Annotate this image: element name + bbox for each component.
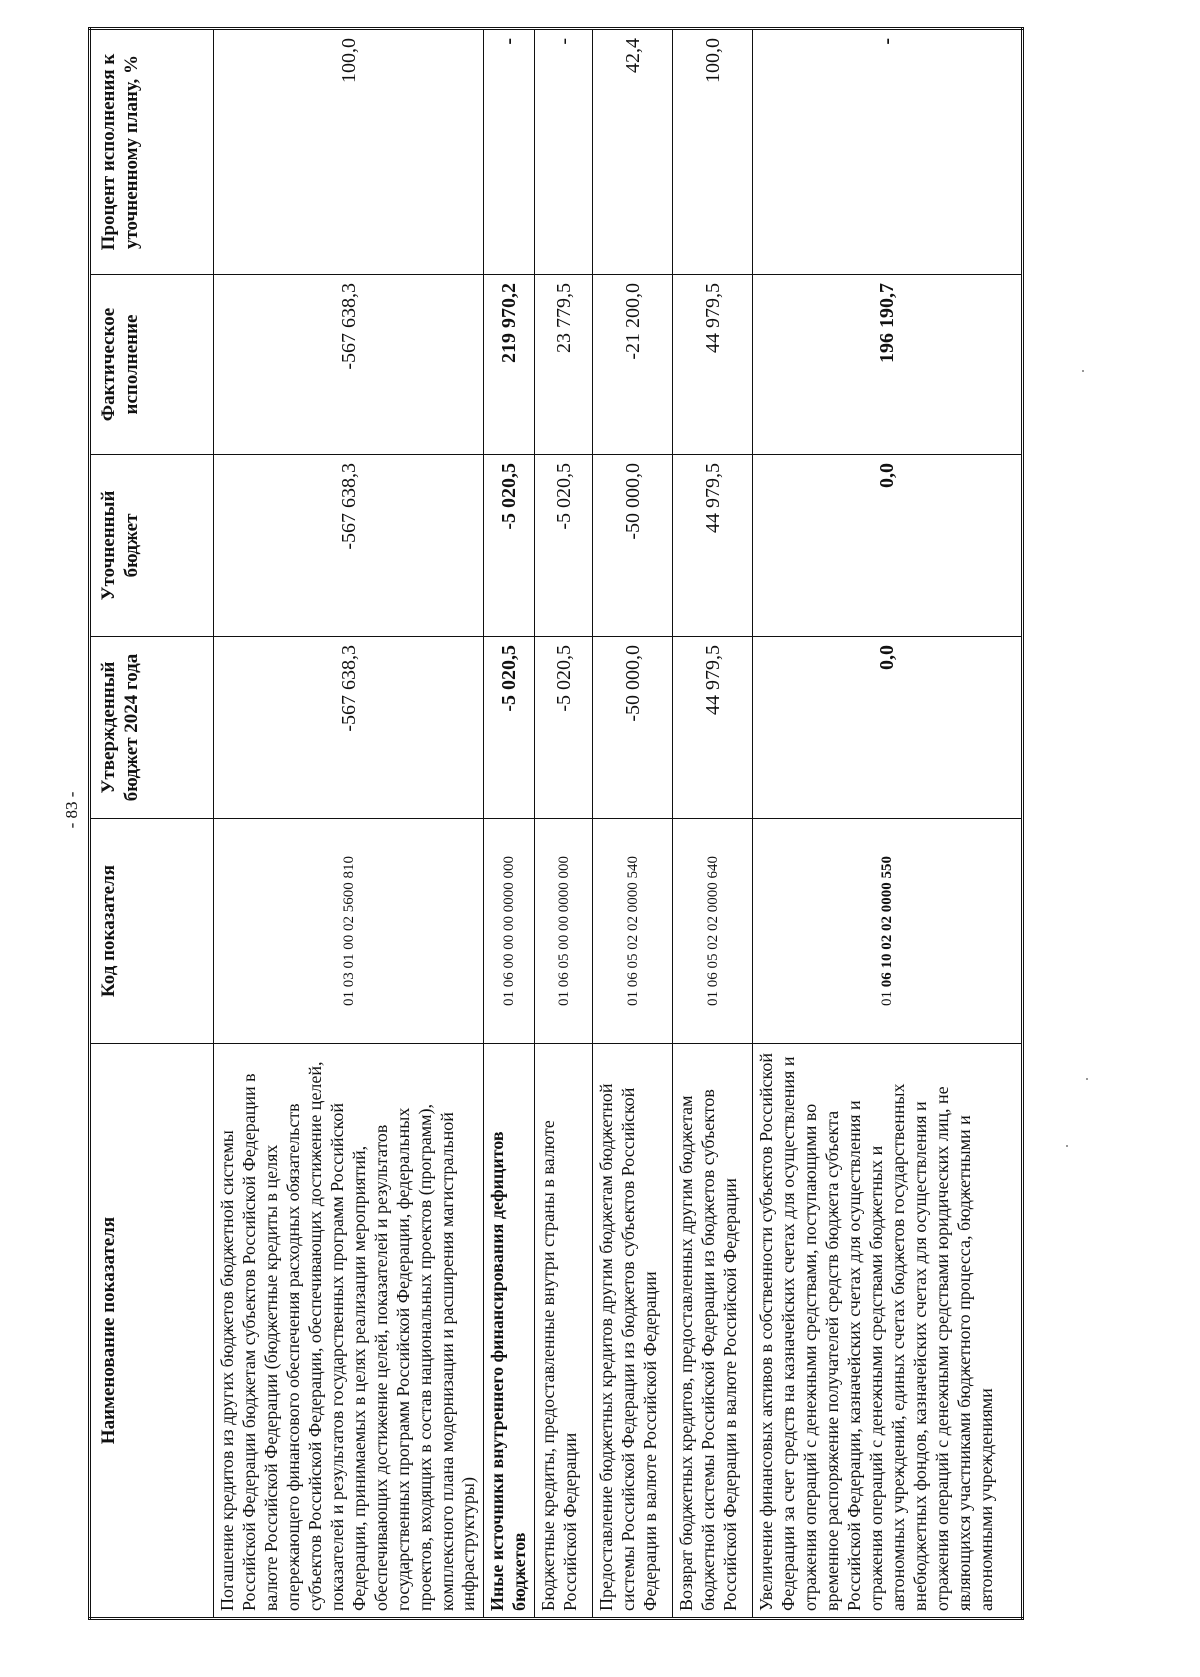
row-refined: 0,0 [753, 455, 1023, 637]
header-code: Код показателя [90, 819, 214, 1044]
header-percent: Процент исполнения к уточненному плану, % [90, 29, 214, 275]
row-code: 01 06 00 00 00 0000 000 [484, 819, 535, 1044]
header-approved: Утвержденный бюджет 2024 года [90, 637, 214, 819]
row-approved: 0,0 [753, 637, 1023, 819]
row-code-prefix: 01 [879, 987, 896, 1006]
page-number: - 83 - [62, 791, 81, 829]
budget-sources-table [88, 27, 1024, 1620]
row-percent: - [535, 29, 593, 275]
row-code: 01 03 01 00 02 5600 810 [214, 819, 484, 1044]
row-approved: -5 020,5 [484, 637, 535, 819]
header-refined: Уточненный бюджет [90, 455, 214, 637]
header-name: Наименование показателя [90, 1044, 214, 1619]
row-name: Иные источники внутреннего финансирования дефицитов бюджетов [484, 1044, 535, 1619]
row-name: Бюджетные кредиты, предоставленные внутри страны в валюте Российской Федерации [535, 1044, 593, 1619]
row-refined: -5 020,5 [535, 455, 593, 637]
row-name: Увеличение финансовых активов в собственности субъектов Российской Федерации за счет средств на казначейских счетах для осуществления и отражения операций с денежными средствами, поступающими во временное распоряжение получателей средств бюджета субъекта Российской Федерации, казначейских счетах для осуществления и отражения операций с денежными средствами бюджетных и автономных учреждений, единых счетах бюджетов государственных внебюджетных фондов, казначейских счетах для осуществления и отражения операций с денежными средствами юридических лиц, не являющихся участниками бюджетного процесса, бюджетными и автономными учреждениями [753, 1044, 1023, 1619]
row-refined: 44 979,5 [673, 455, 753, 637]
row-actual: -567 638,3 [214, 275, 484, 455]
table-row [484, 29, 535, 1619]
table-row [593, 29, 673, 1619]
row-approved: -567 638,3 [214, 637, 484, 819]
row-name: Предоставление бюджетных кредитов другим бюджетам бюджетной системы Российской Федерации из бюджетов субъектов Российской Федерации в валюте Российской Федерации [593, 1044, 673, 1619]
row-actual: 219 970,2 [484, 275, 535, 455]
row-refined: -567 638,3 [214, 455, 484, 637]
scan-speck [1086, 1078, 1088, 1080]
table-row [673, 29, 753, 1619]
row-actual: 44 979,5 [673, 275, 753, 455]
table-header-row [90, 29, 214, 1619]
row-name: Погашение кредитов из других бюджетов бюджетной системы Российской Федерации бюджетам субъектов Российской Федерации в валюте Российской Федерации (бюджетные кредиты в целях опережающего финансового обеспечения расходных обязательств субъектов Российской Федерации, обеспечивающих достижение целей, показателей и результатов государственных программ Российской Федерации, принимаемых в целях реализации мероприятий, обеспечивающих достижение целей, показателей и результатов государственных программ Российской Федерации, федеральных проектов, входящих в состав национальных проектов (программ), комплексного плана модернизации и расширения магистральной инфраструктуры) [214, 1044, 484, 1619]
row-percent: - [484, 29, 535, 275]
row-approved: 44 979,5 [673, 637, 753, 819]
rotated-document-page [60, 30, 1060, 1620]
row-code-bold: 06 10 02 02 0000 550 [879, 856, 896, 988]
row-percent: 100,0 [214, 29, 484, 275]
row-percent: - [753, 29, 1023, 275]
row-code [753, 819, 1023, 1044]
row-refined: -50 000,0 [593, 455, 673, 637]
row-approved: -50 000,0 [593, 637, 673, 819]
table-row [753, 29, 1023, 1619]
row-refined: -5 020,5 [484, 455, 535, 637]
row-code: 01 06 05 00 00 0000 000 [535, 819, 593, 1044]
header-actual: Фактическое исполнение [90, 275, 214, 455]
row-name: Возврат бюджетных кредитов, предоставленных другим бюджетам бюджетной системы Российской Федерации из бюджетов субъектов Российской Федерации в валюте Российской Федерации [673, 1044, 753, 1619]
row-approved: -5 020,5 [535, 637, 593, 819]
row-code: 01 06 05 02 02 0000 540 [593, 819, 673, 1044]
row-percent: 100,0 [673, 29, 753, 275]
scan-speck [1066, 1145, 1068, 1147]
row-actual: 23 779,5 [535, 275, 593, 455]
table-row [535, 29, 593, 1619]
row-code: 01 06 05 02 02 0000 640 [673, 819, 753, 1044]
row-actual: -21 200,0 [593, 275, 673, 455]
row-percent: 42,4 [593, 29, 673, 275]
table-row [214, 29, 484, 1619]
row-actual: 196 190,7 [753, 275, 1023, 455]
scan-speck [1082, 370, 1084, 372]
